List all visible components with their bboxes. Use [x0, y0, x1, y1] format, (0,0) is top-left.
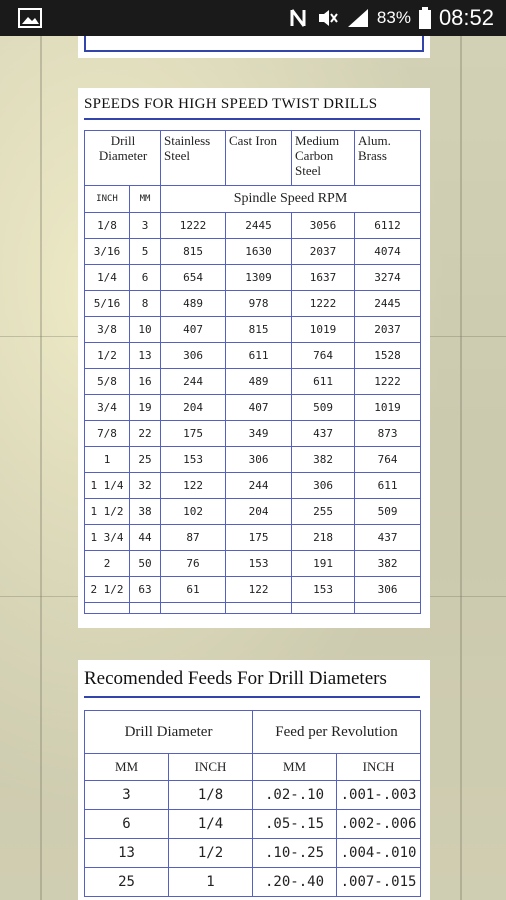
- cell-inch: 3/4: [85, 395, 130, 421]
- feeds-table: [84, 710, 421, 897]
- cell-mm: 10: [130, 317, 161, 343]
- cell-cast-iron: 153: [226, 551, 292, 577]
- cell-stainless: 407: [161, 317, 226, 343]
- cell-cast-iron: 204: [226, 499, 292, 525]
- cell-feed-inch: .002-.006: [337, 810, 421, 839]
- cell-cast-iron: 815: [226, 317, 292, 343]
- cell-inch: 5/8: [85, 369, 130, 395]
- cell-feed-mm: .05-.15: [253, 810, 337, 839]
- cell-medium-carbon: 382: [292, 447, 355, 473]
- table-row: [85, 868, 421, 897]
- cell-cast-iron: 349: [226, 421, 292, 447]
- table-row: [85, 395, 421, 421]
- cell-inch: 1 1/2: [85, 499, 130, 525]
- cell-alum-brass: 1019: [355, 395, 421, 421]
- cell-alum-brass: 437: [355, 525, 421, 551]
- cell-mm: 6: [130, 265, 161, 291]
- cell-medium-carbon: 1222: [292, 291, 355, 317]
- cell-medium-carbon: 191: [292, 551, 355, 577]
- cell-cast-iron: 2445: [226, 213, 292, 239]
- table-row: [85, 369, 421, 395]
- header-cast-iron: Cast Iron: [226, 131, 292, 186]
- cell-alum-brass: 1222: [355, 369, 421, 395]
- cell-alum-brass: 764: [355, 447, 421, 473]
- cell-alum-brass: 2445: [355, 291, 421, 317]
- cell-alum-brass: 6112: [355, 213, 421, 239]
- cell-inch: 1/4: [85, 265, 130, 291]
- signal-icon: [347, 8, 369, 28]
- cell-feed-inch: .007-.015: [337, 868, 421, 897]
- cell-stainless: 815: [161, 239, 226, 265]
- cell-stainless: 1222: [161, 213, 226, 239]
- battery-percent: 83%: [376, 8, 411, 27]
- cell-cast-iron: 306: [226, 447, 292, 473]
- feeds-title: Recomended Feeds For Drill Diameters: [84, 668, 387, 689]
- cell-inch: 1/2: [85, 343, 130, 369]
- header-inch: INCH: [169, 754, 253, 781]
- cell-stainless: 76: [161, 551, 226, 577]
- table-row: [85, 291, 421, 317]
- cell-stainless: 175: [161, 421, 226, 447]
- table-row: [85, 551, 421, 577]
- table-row: [85, 499, 421, 525]
- cell-medium-carbon: 1637: [292, 265, 355, 291]
- cell-inch: 1/8: [169, 781, 253, 810]
- header-mm: MM: [130, 186, 161, 213]
- cell-inch: 1 1/4: [85, 473, 130, 499]
- cell-stainless: 244: [161, 369, 226, 395]
- cell-cast-iron: 407: [226, 395, 292, 421]
- cell-mm: 63: [130, 577, 161, 603]
- cell-medium-carbon: 611: [292, 369, 355, 395]
- cell-medium-carbon: 1019: [292, 317, 355, 343]
- table-row: [85, 525, 421, 551]
- battery-icon: [419, 7, 431, 29]
- cell-cast-iron: 122: [226, 577, 292, 603]
- cell-medium-carbon: 218: [292, 525, 355, 551]
- table-row: [85, 343, 421, 369]
- cell-inch: 3/8: [85, 317, 130, 343]
- table-row: [85, 473, 421, 499]
- cell-mm: 19: [130, 395, 161, 421]
- cell-inch: 1: [169, 868, 253, 897]
- header-alum-brass: Alum. Brass: [355, 131, 421, 186]
- header-mm: MM: [85, 754, 169, 781]
- cell-alum-brass: 306: [355, 577, 421, 603]
- header-feed-inch: INCH: [337, 754, 421, 781]
- cell-cast-iron: 1630: [226, 239, 292, 265]
- cell-alum-brass: 873: [355, 421, 421, 447]
- cell-alum-brass: 2037: [355, 317, 421, 343]
- cell-stainless: 306: [161, 343, 226, 369]
- cell-mm: 32: [130, 473, 161, 499]
- header-feed-per-rev: Feed per Revolution: [253, 711, 421, 754]
- cell-medium-carbon: 153: [292, 577, 355, 603]
- cell-cast-iron: 175: [226, 525, 292, 551]
- cell-alum-brass: 3274: [355, 265, 421, 291]
- cell-inch: 1/4: [169, 810, 253, 839]
- table-row: [85, 213, 421, 239]
- cell-cast-iron: 1309: [226, 265, 292, 291]
- cell-stainless: 489: [161, 291, 226, 317]
- speeds-card: [78, 88, 430, 628]
- cell-mm: 3: [130, 213, 161, 239]
- cell-medium-carbon: 255: [292, 499, 355, 525]
- cell-mm: 44: [130, 525, 161, 551]
- cell-inch: 1/2: [169, 839, 253, 868]
- cell-mm: 38: [130, 499, 161, 525]
- table-row: [85, 810, 421, 839]
- header-inch: INCH: [85, 186, 130, 213]
- cell-cast-iron: 489: [226, 369, 292, 395]
- cell-mm: 13: [130, 343, 161, 369]
- cell-mm: 3: [85, 781, 169, 810]
- cell-mm: 6: [85, 810, 169, 839]
- cell-cast-iron: 978: [226, 291, 292, 317]
- cell-inch: 7/8: [85, 421, 130, 447]
- header-feed-mm: MM: [253, 754, 337, 781]
- cell-stainless: 122: [161, 473, 226, 499]
- header-medium-carbon: Medium Carbon Steel: [292, 131, 355, 186]
- table-blank-row: [85, 603, 421, 614]
- cell-medium-carbon: 764: [292, 343, 355, 369]
- feeds-card: [78, 660, 430, 900]
- cell-stainless: 87: [161, 525, 226, 551]
- cell-alum-brass: 509: [355, 499, 421, 525]
- title-divider: [84, 118, 420, 120]
- speeds-title: SPEEDS FOR HIGH SPEED TWIST DRILLS: [84, 96, 378, 112]
- cell-alum-brass: 611: [355, 473, 421, 499]
- speeds-table: [84, 130, 421, 614]
- cell-stainless: 153: [161, 447, 226, 473]
- cell-mm: 13: [85, 839, 169, 868]
- table-row: [85, 265, 421, 291]
- table-row: [85, 839, 421, 868]
- cell-mm: 5: [130, 239, 161, 265]
- cell-mm: 22: [130, 421, 161, 447]
- cell-alum-brass: 4074: [355, 239, 421, 265]
- cell-medium-carbon: 3056: [292, 213, 355, 239]
- cell-mm: 25: [85, 868, 169, 897]
- clock: 08:52: [438, 5, 494, 30]
- cell-inch: 5/16: [85, 291, 130, 317]
- gallery-icon: [18, 8, 42, 28]
- header-drill-diameter: Drill Diameter: [85, 131, 161, 186]
- mute-icon: [317, 8, 339, 28]
- table-row: [85, 577, 421, 603]
- cell-cast-iron: 611: [226, 343, 292, 369]
- cell-inch: 1/8: [85, 213, 130, 239]
- header-stainless: Stainless Steel: [161, 131, 226, 186]
- cell-alum-brass: 1528: [355, 343, 421, 369]
- cell-inch: 3/16: [85, 239, 130, 265]
- cell-cast-iron: 244: [226, 473, 292, 499]
- title-divider: [84, 696, 420, 698]
- cell-mm: 16: [130, 369, 161, 395]
- table-row: [85, 447, 421, 473]
- cell-feed-inch: .001-.003: [337, 781, 421, 810]
- status-bar: [0, 0, 506, 36]
- cell-inch: 1: [85, 447, 130, 473]
- cell-mm: 25: [130, 447, 161, 473]
- previous-card-bottom: [78, 36, 430, 58]
- cell-stainless: 654: [161, 265, 226, 291]
- cell-mm: 8: [130, 291, 161, 317]
- cell-feed-inch: .004-.010: [337, 839, 421, 868]
- cell-medium-carbon: 437: [292, 421, 355, 447]
- cell-stainless: 204: [161, 395, 226, 421]
- cell-medium-carbon: 2037: [292, 239, 355, 265]
- header-rpm: Spindle Speed RPM: [161, 186, 421, 213]
- cell-stainless: 102: [161, 499, 226, 525]
- cell-mm: 50: [130, 551, 161, 577]
- table-row: [85, 421, 421, 447]
- nfc-icon: [289, 8, 309, 28]
- cell-feed-mm: .02-.10: [253, 781, 337, 810]
- cell-inch: 2: [85, 551, 130, 577]
- cell-inch: 1 3/4: [85, 525, 130, 551]
- cell-feed-mm: .10-.25: [253, 839, 337, 868]
- table-row: [85, 239, 421, 265]
- cell-feed-mm: .20-.40: [253, 868, 337, 897]
- header-drill-diameter: Drill Diameter: [85, 711, 253, 754]
- table-row: [85, 781, 421, 810]
- table-row: [85, 317, 421, 343]
- cell-alum-brass: 382: [355, 551, 421, 577]
- cell-medium-carbon: 509: [292, 395, 355, 421]
- cell-medium-carbon: 306: [292, 473, 355, 499]
- cell-stainless: 61: [161, 577, 226, 603]
- cell-inch: 2 1/2: [85, 577, 130, 603]
